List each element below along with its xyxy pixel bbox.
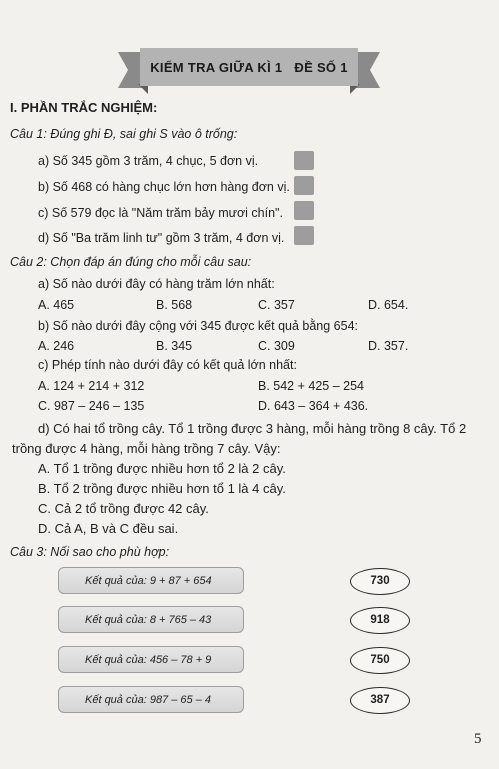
q1-item-b: b) Số 468 có hàng chục lớn hơn hàng đơn vị. bbox=[38, 180, 290, 194]
exam-title-banner bbox=[118, 48, 380, 100]
q2b-prompt: b) Số nào dưới đây cộng với 345 được kết quả bằng 654: bbox=[38, 319, 359, 333]
page-number: 5 bbox=[474, 731, 482, 747]
q2b-option-c[interactable]: C. 309 bbox=[258, 339, 295, 353]
q2c-option-a[interactable]: A. 124 + 214 + 312 bbox=[38, 379, 145, 393]
banner-title: KIỂM TRA GIỮA KÌ 1 bbox=[150, 60, 283, 75]
section-title: I. PHẦN TRẮC NGHIỆM: bbox=[10, 100, 158, 115]
q1-item-c: c) Số 579 đọc là "Năm trăm bảy mươi chín". bbox=[38, 206, 283, 220]
q2b-option-d[interactable]: D. 357. bbox=[368, 339, 409, 353]
q2c-option-b[interactable]: B. 542 + 425 – 254 bbox=[258, 379, 364, 393]
expression-box-1[interactable]: Kết quả của: 9 + 87 + 654 bbox=[58, 567, 244, 594]
expression-box-2[interactable]: Kết quả của: 8 + 765 – 43 bbox=[58, 606, 244, 633]
q1-item-a: a) Số 345 gồm 3 trăm, 4 chục, 5 đơn vị. bbox=[38, 154, 259, 168]
result-oval-4[interactable]: 387 bbox=[350, 687, 410, 714]
q1-item-d: d) Số "Ba trăm linh tư" gồm 3 trăm, 4 đơn vị. bbox=[38, 231, 285, 245]
q2a-prompt: a) Số nào dưới đây có hàng trăm lớn nhất: bbox=[38, 277, 275, 291]
q2d-option-d[interactable]: D. Cả A, B và C đều sai. bbox=[38, 521, 179, 536]
q2a-option-c[interactable]: C. 357 bbox=[258, 298, 295, 312]
expression-box-4[interactable]: Kết quả của: 987 – 65 – 4 bbox=[58, 686, 244, 713]
q2d-prompt-line2: trồng được 4 hàng, mỗi hàng trồng 7 cây. Vậy: bbox=[12, 441, 281, 456]
result-oval-2[interactable]: 918 bbox=[350, 607, 410, 634]
q2d-option-c[interactable]: C. Cả 2 tổ trồng được 42 cây. bbox=[38, 501, 209, 516]
result-oval-1[interactable]: 730 bbox=[350, 568, 410, 595]
q2a-option-d[interactable]: D. 654. bbox=[368, 298, 409, 312]
question-3-heading: Câu 3: Nối sao cho phù hợp: bbox=[10, 545, 170, 559]
q2b-option-a[interactable]: A. 246 bbox=[38, 339, 75, 353]
q2c-prompt: c) Phép tính nào dưới đây có kết quả lớn nhất: bbox=[38, 358, 297, 372]
question-1-heading: Câu 1: Đúng ghi Đ, sai ghi S vào ô trống: bbox=[10, 127, 238, 141]
q2d-prompt-line1: d) Có hai tổ trồng cây. Tổ 1 trồng được 3 hàng, mỗi hàng trồng 8 cây. Tổ 2 bbox=[38, 421, 467, 436]
q2d-option-b[interactable]: B. Tổ 2 trồng được nhiều hơn tổ 1 là 4 cây. bbox=[38, 481, 286, 496]
q2a-option-a[interactable]: A. 465 bbox=[38, 298, 75, 312]
q1-answer-box-d[interactable] bbox=[294, 226, 314, 245]
result-oval-3[interactable]: 750 bbox=[350, 647, 410, 674]
q2c-option-c[interactable]: C. 987 – 246 – 135 bbox=[38, 399, 145, 413]
q2d-option-a[interactable]: A. Tổ 1 trồng được nhiều hơn tổ 2 là 2 cây. bbox=[38, 461, 286, 476]
q1-answer-box-a[interactable] bbox=[294, 151, 314, 170]
expression-box-3[interactable]: Kết quả của: 456 – 78 + 9 bbox=[58, 646, 244, 673]
q1-answer-box-b[interactable] bbox=[294, 176, 314, 195]
q2c-option-d[interactable]: D. 643 – 364 + 436. bbox=[258, 399, 369, 413]
q2b-option-b[interactable]: B. 345 bbox=[156, 339, 193, 353]
question-2-heading: Câu 2: Chọn đáp án đúng cho mỗi câu sau: bbox=[10, 255, 252, 269]
q2a-option-b[interactable]: B. 568 bbox=[156, 298, 193, 312]
q1-answer-box-c[interactable] bbox=[294, 201, 314, 220]
banner-subtitle: ĐỀ SỐ 1 bbox=[294, 60, 348, 75]
